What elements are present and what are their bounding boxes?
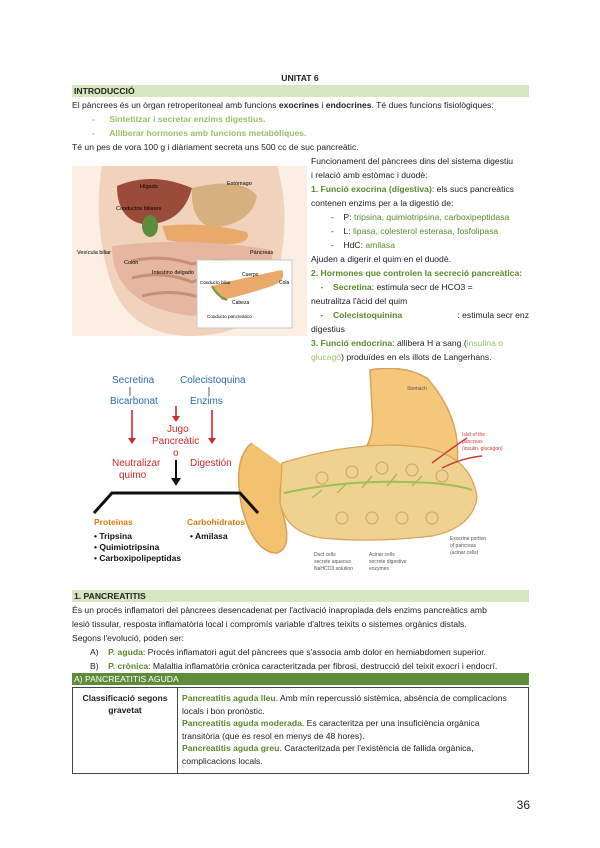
label-acinar-3: enzymes xyxy=(369,566,390,572)
flow-prot-3: Carboxipolipeptidas xyxy=(99,553,182,563)
label-intestino: Intestino delgado xyxy=(152,270,194,276)
function-endocrine: 3. Funció endocrina: allibera H a sang (insulina o xyxy=(311,338,504,348)
flow-jugo-1: Jugo xyxy=(167,424,189,435)
label-exocrine-1: Exocrine portion xyxy=(450,536,487,542)
classification-content: Pancreatitis aguda lleu. Amb mín repercussió sistèmica, absència de complicacions locals i bon pronòstic. Pancreatitis aguda moderada. Es caracteritza per una insuficiència orgànica transitòria (que es resol en menys de 48 hores). Pancreatitis aguda greu. Caracteritzada per l'existència de fallida orgànica, complicacions locals. xyxy=(178,688,529,774)
intro-heading: INTRODUCCIÓ xyxy=(72,85,529,97)
svg-text:• Quimiotripsina: • Quimiotripsina xyxy=(94,542,160,552)
flow-colecistoquina: Colecistoquina xyxy=(180,375,246,386)
pancreatitis-def-2: lesió tissular, resposta inflamatòria local i compromís variable d'altres teixits o sistemes orgànics distals. xyxy=(72,619,467,629)
anatomy-illustration xyxy=(72,166,307,336)
hormone-cole: - Colecistoquinina : estimula secr enz xyxy=(311,310,529,320)
enzyme-carb: - HdC: amilasa xyxy=(331,240,396,250)
flow-secretina: Secretina xyxy=(112,375,155,386)
hormone-secretina-2: neutralitza l'àcid del quim xyxy=(311,296,408,306)
pancreatitis-segons: Segons l'evolució, poden ser: xyxy=(72,633,184,643)
classification-table xyxy=(72,687,529,774)
intro-weight: Té un pes de vora 100 g i diàriament secreta uns 500 cc de suc pancreàtic. xyxy=(72,142,359,152)
flow-enzims: Enzims xyxy=(190,396,223,407)
stomach-pancreas-illustration xyxy=(239,368,503,572)
label-stomach: Stomach xyxy=(407,386,427,392)
label-duct-1: Duct cells xyxy=(314,552,336,558)
flow-prot-1: Tripsina xyxy=(99,531,132,541)
function-intro-2: i relació amb estòmac i duodè: xyxy=(311,170,428,180)
intro-bullet-1: - Sintetitzar i secretar enzims digestius. xyxy=(92,114,266,124)
label-exocrine-2: of pancreas xyxy=(450,543,477,549)
label-cuerpo: Cuerpo xyxy=(242,272,259,278)
svg-text:• Amilasa: • Amilasa xyxy=(190,531,228,541)
enzyme-protein: - P: tripsina, quimiotripsina, carboxipeptidasa xyxy=(331,212,510,222)
flow-jugo-2: Pancreàtic xyxy=(152,436,200,447)
page-number: 36 xyxy=(516,798,530,812)
function-intro-1: Funcionament del pàncrees dins del sistema digestiu xyxy=(311,156,514,166)
function-exocrine-2: contenen enzims per a la digestió de: xyxy=(311,198,454,208)
label-islet-3: (insulin, glucagon) xyxy=(462,446,503,452)
label-estomago: Estómago xyxy=(227,181,252,187)
flow-proteinas: Proteïnas xyxy=(94,517,133,527)
label-conducto-pancreatico: Conducto pancreático xyxy=(207,314,252,319)
function-endocrine-2: glucagó) produïdes en els illots de Langerhans. xyxy=(311,352,492,362)
label-islet-1: Islet of the xyxy=(462,432,486,438)
type-cronica: B) P. crònica: Malaltia inflamatòria crònica caracteritzada per fibrosi, destrucció del teixit exocrí i endocrí. xyxy=(90,661,498,671)
label-acinar-1: Acinar cells xyxy=(369,552,395,558)
flow-neutralizar-2: quimo xyxy=(119,470,147,481)
flow-carbohidratos: Carbohidratos xyxy=(187,517,246,527)
label-acinar-2: secrete digestive xyxy=(369,559,407,565)
enzyme-lipid: - L: lipasa, colesterol esterasa, fosfolipasa xyxy=(331,226,499,236)
flow-prot-2: Quimiotripsina xyxy=(99,542,160,552)
label-exocrine-3: (acinar cells) xyxy=(450,550,479,556)
pancreas-shape xyxy=(280,445,477,540)
aguda-heading: A) PANCREATITIS AGUDA xyxy=(72,673,529,685)
label-cola: Cola xyxy=(279,280,290,286)
label-duct-2: secrete aqueous xyxy=(314,559,351,565)
hormone-cole-2: digestius xyxy=(311,324,345,334)
label-cabeza: Cabeza xyxy=(232,300,250,306)
label-higado: Hígado xyxy=(140,184,158,190)
intro-bullet-2: - Alliberar hormones amb funcions metabòliques. xyxy=(92,128,307,138)
flow-neutralizar-1: Neutralizar xyxy=(112,458,161,469)
pancreatitis-def-1: És un procés inflamatori del pàncrees desencadenat per l'activació inapropiada dels enzims pancreàtics amb xyxy=(72,605,487,615)
classification-label: Classificació segons gravetat xyxy=(73,688,178,774)
label-colon: Colon xyxy=(124,260,139,266)
label-conductos: Conductos biliares xyxy=(116,206,162,212)
flow-bicarbonat: Bicarbonat xyxy=(110,396,158,407)
label-conducto-biliar: Conducto biliar xyxy=(200,280,231,285)
flow-jugo-3: o xyxy=(173,448,179,459)
svg-text:• Carboxipolipeptidas: • Carboxipolipeptidas xyxy=(94,553,182,563)
function-ajuden: Ajuden a digerir el quim en el duodè. xyxy=(311,254,451,264)
gallbladder-shape xyxy=(142,215,158,237)
hormone-secretina: - Secretina: estimula secr de HCO3 = xyxy=(311,282,473,292)
label-vesicula: Vesícula biliar xyxy=(77,250,111,256)
flow-carb-1: Amilasa xyxy=(195,531,228,541)
function-exocrine: 1. Funció exocrina (digestiva): els sucs pancreàtics xyxy=(311,184,514,194)
label-islet-2: pancreas xyxy=(462,439,483,445)
label-duct-3: NaHCO3 solution xyxy=(314,566,353,572)
unit-title: UNITAT 6 xyxy=(281,73,319,83)
flow-digestion: Digestión xyxy=(190,458,232,469)
svg-text:• Tripsina: • Tripsina xyxy=(94,531,132,541)
secretion-flow-diagram xyxy=(72,368,532,583)
pancreatitis-heading: 1. PANCREATITIS xyxy=(72,590,529,602)
type-aguda: A) P. aguda: Procés inflamatori agut del pàncrees que s'associa amb dolor en hemiabdomen superior. xyxy=(90,647,487,657)
function-hormones-title: 2. Hormones que controlen la secreció pancreàtica: xyxy=(311,268,523,278)
intro-paragraph: El pàncrees és un òrgan retroperitoneal amb funcions exocrines i endocrines. Té dues funcions fisiològiques: xyxy=(72,100,494,110)
label-pancreas: Páncreas xyxy=(250,250,274,256)
